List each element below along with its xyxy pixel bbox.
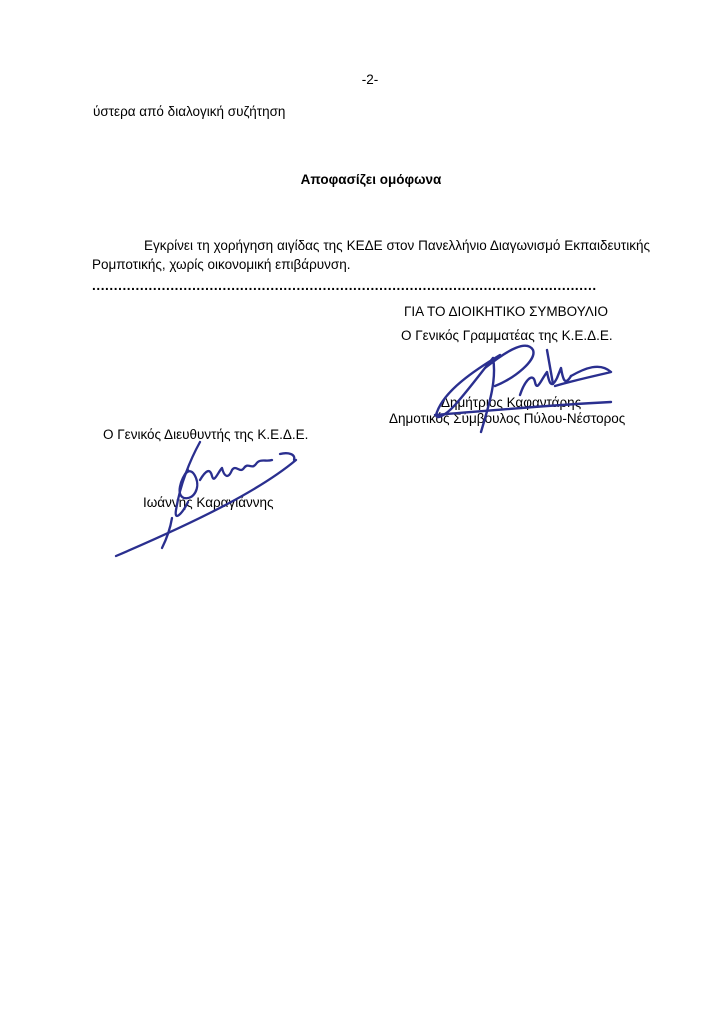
secretary-role: Δημοτικός Σύμβουλος Πύλου-Νέστορος: [389, 411, 626, 426]
director-title: Ο Γενικός Διευθυντής της Κ.Ε.Δ.Ε.: [103, 427, 309, 442]
decision-paragraph: Εγκρίνει τη χορήγηση αιγίδας της ΚΕΔΕ στον Πανελλήνιο Διαγωνισμό Εκπαιδευτικής Ρομποτικής, χωρίς οικονομική επιβάρυνση.: [92, 238, 650, 272]
decision-heading: Αποφασίζει ομόφωνα: [300, 172, 442, 187]
board-title: ΓΙΑ ΤΟ ΔΙΟΙΚΗΤΙΚΟ ΣΥΜΒΟΥΛΙΟ: [404, 304, 609, 319]
intro-text: ύστερα από διαλογική συζήτηση: [93, 104, 286, 119]
page-number: -2-: [361, 72, 379, 87]
separator-dots: ....................................................................................................................: [92, 278, 597, 293]
director-name: Ιωάννης Καραγιάννης: [143, 495, 274, 510]
secretary-title: Ο Γενικός Γραμματέας της Κ.Ε.Δ.Ε.: [401, 328, 613, 343]
secretary-name: Δημήτριος Καφαντάρης: [441, 395, 582, 410]
